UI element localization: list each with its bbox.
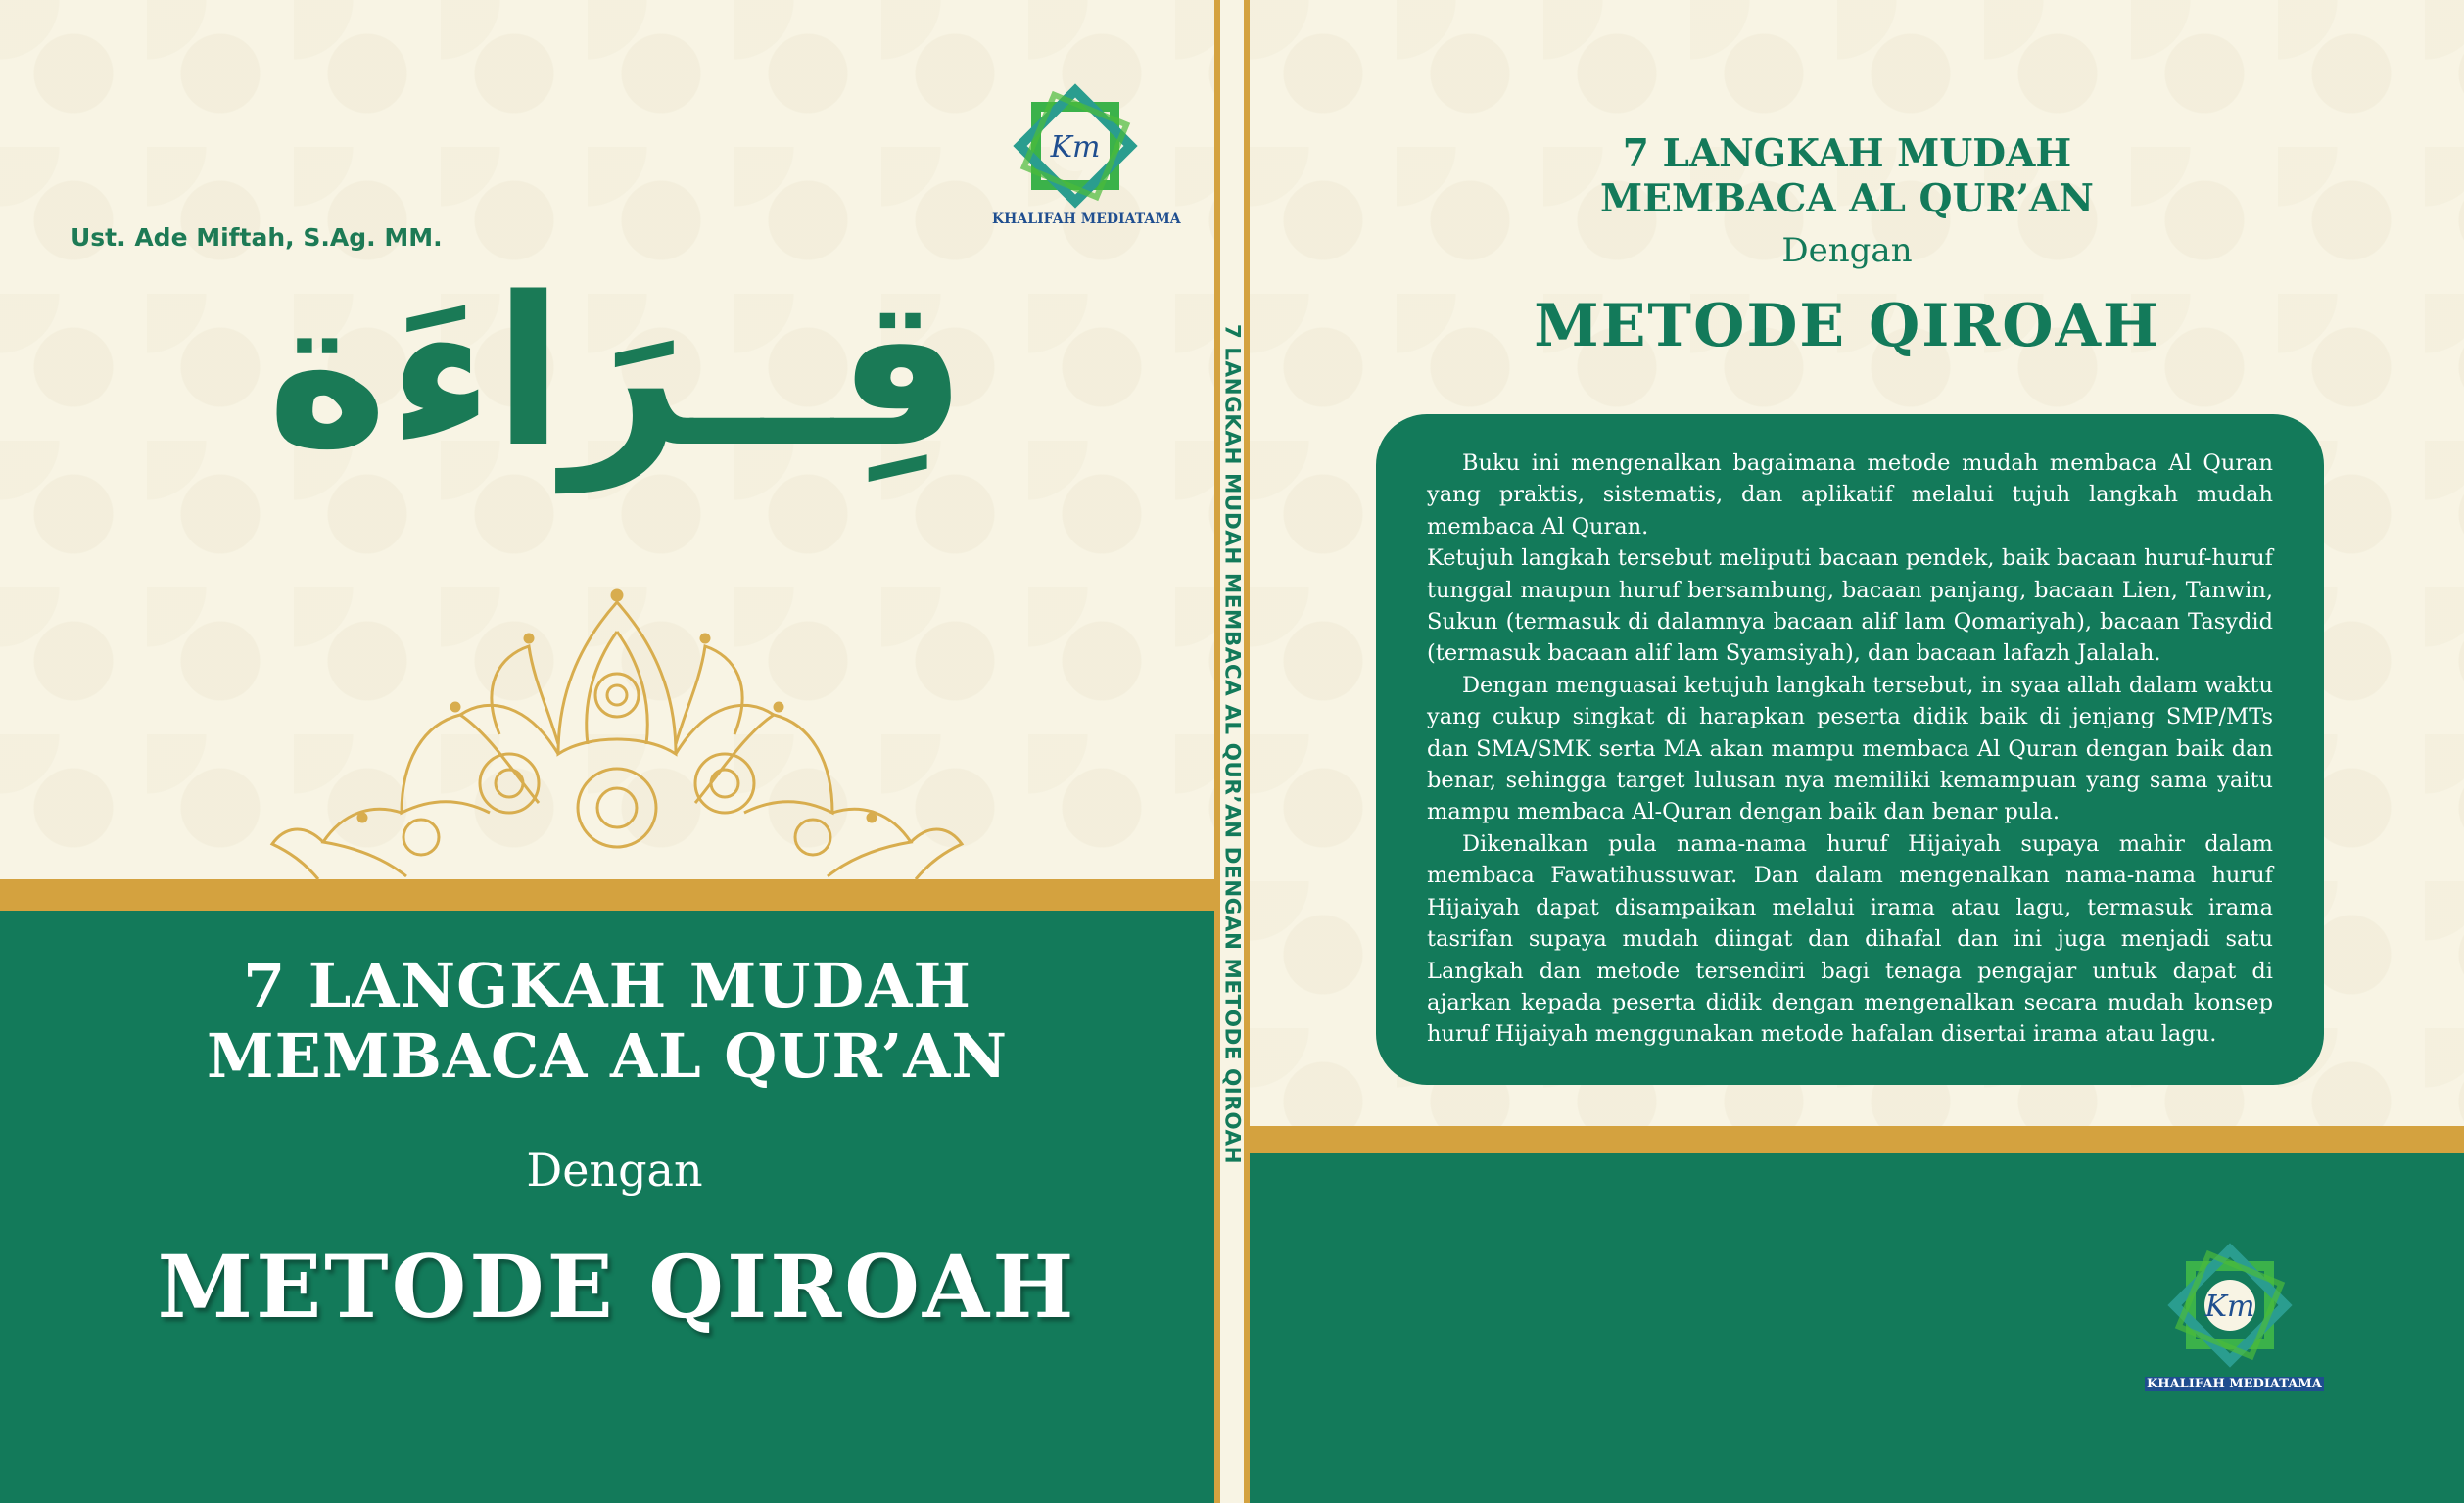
front-subtitle: METODE QIROAH <box>157 1236 1077 1338</box>
publisher-logo-caption: KHALIFAH MEDIATAMA <box>2147 1377 2322 1391</box>
back-gold-stripe <box>1250 1126 2464 1153</box>
back-subtitle: METODE QIROAH <box>1534 292 2160 360</box>
svg-text:Km: Km <box>2204 1290 2255 1324</box>
mandala-ornament-icon <box>264 587 970 881</box>
back-title-line-1: 7 LANGKAH MUDAH <box>1622 131 2072 176</box>
front-title-connector: Dengan <box>526 1144 703 1197</box>
synopsis-paragraph: Dikenalkan pula nama-nama huruf Hijaiyah supaya mahir dalam membaca Fawatihussuwar. Dan dalam mengenalkan nama-nama huruf Hijaiyah dapat disampaikan melalui irama atau lagu, termasuk irama tasrifan supaya mudah diingat dan dihafal dan ini juga menjadi satu Langkah dan metode tersendiri bagi tenaga pengajar untuk dapat di ajarkan kepada peserta didik dengan mengenalkan secara mudah konsep huruf Hijaiyah menggunakan metode hafalan disertai irama atau lagu. <box>1427 830 2273 1048</box>
publisher-logo-icon <box>2166 1242 2294 1369</box>
synopsis-box <box>1376 414 2324 1085</box>
back-title-connector: Dengan <box>1781 231 1913 270</box>
synopsis-paragraph: Ketujuh langkah tersebut meliputi bacaan pendek, baik bacaan huruf-huruf tunggal maupun huruf bersambung, bacaan panjang, bacaan Lien, Tanwin, Sukun (termasuk di dalamnya bacaan alif lam Qomariyah), bacaan Tasydid (termasuk bacaan alif lam Syamsiyah), dan bacaan lafazh Jalalah. <box>1427 545 2273 667</box>
front-cover <box>0 0 1214 1503</box>
front-title-line-2: MEMBACA AL QUR’AN <box>206 1020 1009 1092</box>
author-name: Ust. Ade Miftah, S.Ag. MM. <box>71 223 443 252</box>
publisher-logo-icon <box>1012 82 1139 210</box>
synopsis-paragraph: Buku ini mengenalkan bagaimana metode mudah membaca Al Quran yang praktis, sistematis, dan aplikatif melalui tujuh langkah mudah membaca Al Quran. <box>1427 450 2273 540</box>
back-title-line-2: MEMBACA AL QUR’AN <box>1600 176 2094 221</box>
front-title-line-1: 7 LANGKAH MUDAH <box>243 950 971 1021</box>
svg-text:Km: Km <box>1050 130 1101 164</box>
synopsis-paragraph: Dengan menguasai ketujuh langkah tersebut, in syaa allah dalam waktu yang cukup singkat di harapkan peserta didik baik di jenjang SMP/MTs dan SMA/SMK serta MA akan mampu membaca Al Quran dengan baik dan benar, sehingga target lulusan nya memiliki kemampuan yang sama yaitu mampu membaca Al-Quran dengan baik dan benar pula. <box>1427 672 2273 825</box>
publisher-logo-caption: KHALIFAH MEDIATAMA <box>992 211 1181 227</box>
arabic-title: قِــرَاءَة <box>266 253 968 493</box>
front-gold-stripe <box>0 879 1214 911</box>
spine-title: 7 LANGKAH MUDAH MEMBACA AL QUR’AN DENGAN METODE QIROAH <box>1219 323 1245 1165</box>
